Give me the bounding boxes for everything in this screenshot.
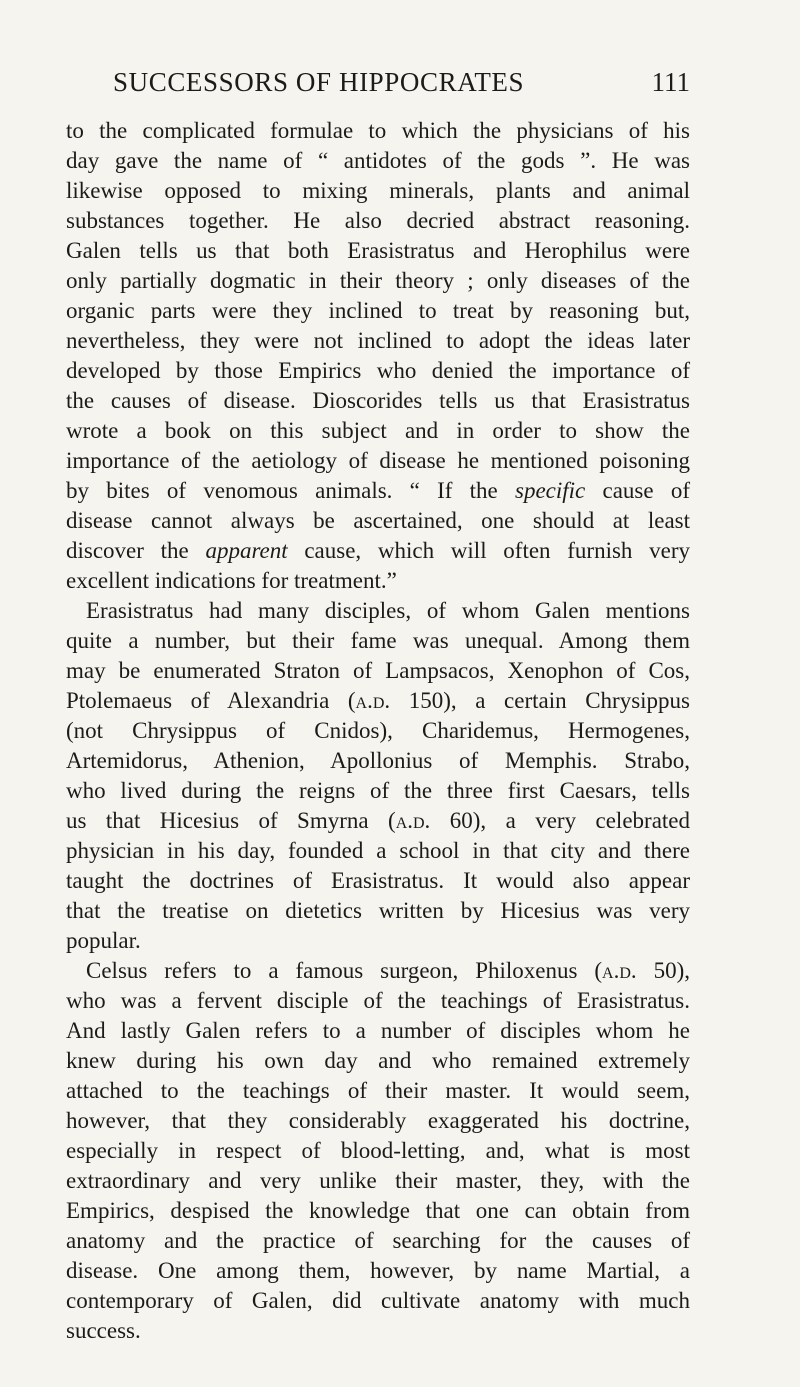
text-line: developed by those Empirics who denied the importance of — [66, 358, 690, 383]
text-line: the causes of disease. Dioscorides tells us that Erasistratus — [66, 388, 690, 413]
text-line: Galen tells us that both Erasistratus and Herophilus were — [66, 238, 690, 263]
text-line: contemporary of Galen, did cultivate anatomy with much — [66, 1288, 690, 1313]
text-line: excellent indications for treatment.” — [66, 568, 397, 593]
page-number: 111 — [651, 67, 690, 97]
text-line: nevertheless, they were not inclined to adopt the ideas later — [66, 328, 690, 353]
text-line: disease cannot always be ascertained, one should at least — [66, 508, 690, 533]
text-line: Ptolemaeus of Alexandria (a.d. 150), a certain Chrysippus — [66, 688, 690, 713]
running-head — [113, 62, 690, 102]
text-line: only partially dogmatic in their theory ; only diseases of the — [66, 268, 690, 293]
text-line: likewise opposed to mixing minerals, plants and animal — [66, 178, 690, 203]
text-line: Artemidorus, Athenion, Apollonius of Memphis. Strabo, — [66, 748, 690, 773]
text-line: who lived during the reigns of the three first Caesars, tells — [66, 778, 690, 803]
text-line: who was a fervent disciple of the teachings of Erasistratus. — [66, 988, 690, 1013]
running-title: SUCCESSORS OF HIPPOCRATES — [113, 67, 525, 97]
text-line: disease. One among them, however, by name Martial, a — [66, 1258, 690, 1283]
text-line: substances together. He also decried abstract reasoning. — [66, 208, 690, 233]
text-line: us that Hicesius of Smyrna (a.d. 60), a very celebrated — [66, 808, 691, 833]
text-line: Empirics, despised the knowledge that one can obtain from — [66, 1198, 690, 1223]
text-line: to the complicated formulae to which the physicians of his — [66, 118, 690, 143]
text-line: Erasistratus had many disciples, of whom Galen mentions — [86, 598, 690, 623]
text-line: (not Chrysippus of Cnidos), Charidemus, Hermogenes, — [66, 718, 690, 743]
body-text — [66, 116, 690, 1346]
text-line: however, that they considerably exaggerated his doctrine, — [66, 1108, 690, 1133]
text-line: attached to the teachings of their master. It would seem, — [66, 1078, 690, 1103]
text-line: importance of the aetiology of disease he mentioned poisoning — [66, 448, 690, 473]
text-line: especially in respect of blood-letting, and, what is most — [66, 1138, 690, 1163]
text-line: success. — [66, 1318, 141, 1343]
text-line: And lastly Galen refers to a number of disciples whom he — [66, 1018, 690, 1043]
text-line: discover the apparent cause, which will often furnish very — [66, 538, 690, 563]
text-line: that the treatise on dietetics written by Hicesius was very — [66, 898, 690, 923]
text-line: popular. — [66, 928, 141, 953]
text-line: anatomy and the practice of searching for the causes of — [66, 1228, 690, 1253]
text-line: may be enumerated Straton of Lampsacos, Xenophon of Cos, — [66, 658, 690, 683]
text-line: day gave the name of “ antidotes of the gods ”. He was — [66, 148, 690, 173]
text-line: quite a number, but their fame was unequal. Among them — [66, 628, 690, 653]
text-line: organic parts were they inclined to treat by reasoning but, — [66, 298, 690, 323]
text-line: Celsus refers to a famous surgeon, Philoxenus (a.d. 50), — [86, 958, 690, 983]
text-line: physician in his day, founded a school in that city and there — [66, 838, 690, 863]
text-line: extraordinary and very unlike their master, they, with the — [66, 1168, 690, 1193]
text-line: by bites of venomous animals. “ If the specific cause of — [66, 478, 690, 503]
text-line: knew during his own day and who remained extremely — [66, 1048, 690, 1073]
text-line: taught the doctrines of Erasistratus. It would also appear — [66, 868, 690, 893]
text-line: wrote a book on this subject and in order to show the — [66, 418, 690, 443]
